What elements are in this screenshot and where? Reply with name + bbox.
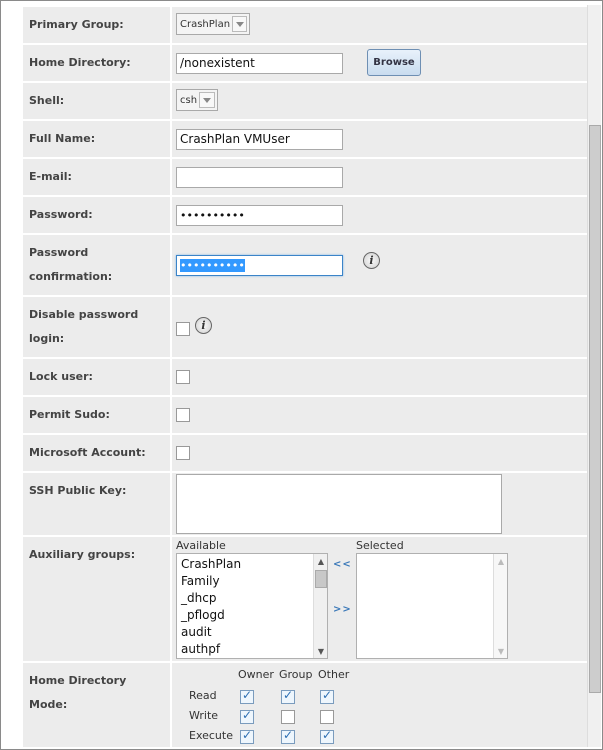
microsoft-account-checkbox[interactable] bbox=[176, 446, 190, 460]
mode-read-owner-checkbox[interactable] bbox=[240, 690, 254, 704]
shell-value: csh bbox=[180, 94, 198, 106]
home-directory-cell bbox=[172, 45, 587, 81]
list-item[interactable]: _pflogd bbox=[181, 608, 225, 622]
full-name-cell bbox=[172, 121, 587, 157]
mode-read-other-checkbox[interactable] bbox=[320, 690, 334, 704]
scroll-down-icon: ▼ bbox=[497, 646, 505, 656]
selected-groups-listbox[interactable] bbox=[356, 553, 508, 659]
info-icon[interactable]: i bbox=[195, 317, 212, 334]
disable-password-login-label-line1: Disable password bbox=[29, 308, 139, 321]
column-group: Group bbox=[279, 668, 313, 681]
primary-group-value: CrashPlan bbox=[180, 18, 231, 30]
email-label: E-mail: bbox=[23, 159, 170, 195]
password-confirmation-label-line2: confirmation: bbox=[29, 270, 113, 283]
primary-group-label: Primary Group: bbox=[23, 7, 170, 43]
row-execute-label: Execute bbox=[189, 729, 233, 742]
row-primary-group bbox=[23, 7, 587, 43]
password-confirmation-input[interactable] bbox=[176, 255, 343, 276]
row-email bbox=[23, 159, 587, 195]
row-shell bbox=[23, 83, 587, 119]
selected-groups-scrollbar bbox=[493, 554, 507, 658]
row-read-label: Read bbox=[189, 689, 217, 702]
list-item[interactable]: _dhcp bbox=[181, 591, 217, 605]
row-home-directory-mode bbox=[23, 663, 587, 747]
row-password bbox=[23, 197, 587, 233]
shell-cell bbox=[172, 83, 587, 119]
row-permit-sudo bbox=[23, 397, 587, 433]
row-home-directory bbox=[23, 45, 587, 81]
mode-execute-other-checkbox[interactable] bbox=[320, 730, 334, 744]
scroll-down-icon[interactable]: ▼ bbox=[317, 646, 325, 656]
full-name-input[interactable]: CrashPlan VMUser bbox=[176, 129, 343, 150]
scroll-thumb[interactable] bbox=[589, 125, 601, 693]
list-item[interactable]: audit bbox=[181, 625, 212, 639]
mode-write-other-checkbox[interactable] bbox=[320, 710, 334, 724]
disable-password-login-cell bbox=[172, 297, 587, 357]
row-microsoft-account bbox=[23, 435, 587, 471]
dialog-scrollbar[interactable] bbox=[587, 5, 601, 747]
list-item[interactable]: authpf bbox=[181, 642, 221, 656]
add-group-button[interactable]: >> bbox=[333, 604, 352, 615]
mode-write-owner-checkbox[interactable] bbox=[240, 710, 254, 724]
primary-group-cell bbox=[172, 7, 587, 43]
lock-user-checkbox[interactable] bbox=[176, 370, 190, 384]
auxiliary-groups-label: Auxiliary groups: bbox=[23, 537, 170, 661]
chevron-down-icon bbox=[199, 92, 215, 108]
password-label: Password: bbox=[23, 197, 170, 233]
form-scroll-area bbox=[5, 5, 587, 747]
scroll-up-icon[interactable]: ▲ bbox=[317, 556, 325, 566]
password-confirmation-label bbox=[23, 235, 170, 295]
password-input[interactable]: •••••••••• bbox=[176, 205, 343, 226]
remove-group-button[interactable]: << bbox=[333, 559, 352, 570]
email-cell bbox=[172, 159, 587, 195]
row-password-confirmation bbox=[23, 235, 587, 295]
available-groups-list bbox=[177, 554, 327, 658]
column-other: Other bbox=[318, 668, 350, 681]
row-auxiliary-groups bbox=[23, 537, 587, 661]
column-owner: Owner bbox=[238, 668, 274, 681]
row-lock-user bbox=[23, 359, 587, 395]
auxiliary-groups-cell bbox=[172, 537, 587, 661]
home-directory-input[interactable]: /nonexistent bbox=[176, 53, 343, 74]
browse-button[interactable]: Browse bbox=[367, 49, 421, 76]
mode-write-group-checkbox[interactable] bbox=[281, 710, 295, 724]
home-directory-mode-cell bbox=[172, 663, 587, 747]
scroll-up-icon: ▲ bbox=[497, 556, 505, 566]
available-groups-listbox[interactable] bbox=[176, 553, 328, 659]
email-input[interactable] bbox=[176, 167, 343, 188]
password-confirmation-value: •••••••••• bbox=[180, 259, 245, 272]
row-ssh-public-key bbox=[23, 473, 587, 535]
shell-label: Shell: bbox=[23, 83, 170, 119]
info-icon[interactable]: i bbox=[363, 252, 380, 269]
row-disable-password-login bbox=[23, 297, 587, 357]
ssh-public-key-label: SSH Public Key: bbox=[23, 473, 170, 535]
primary-group-select[interactable] bbox=[176, 13, 250, 35]
password-cell bbox=[172, 197, 587, 233]
ssh-public-key-cell bbox=[172, 473, 587, 535]
home-directory-mode-label bbox=[23, 663, 170, 747]
mode-read-group-checkbox[interactable] bbox=[281, 690, 295, 704]
ssh-public-key-textarea[interactable] bbox=[176, 474, 502, 534]
list-item[interactable]: Family bbox=[181, 574, 220, 588]
password-confirmation-label-line1: Password bbox=[29, 246, 89, 259]
full-name-label: Full Name: bbox=[23, 121, 170, 157]
lock-user-label: Lock user: bbox=[23, 359, 170, 395]
selected-label: Selected bbox=[356, 539, 404, 552]
permit-sudo-checkbox[interactable] bbox=[176, 408, 190, 422]
mode-execute-group-checkbox[interactable] bbox=[281, 730, 295, 744]
scroll-thumb[interactable] bbox=[315, 570, 327, 588]
lock-user-cell bbox=[172, 359, 587, 395]
disable-password-login-label bbox=[23, 297, 170, 357]
disable-password-login-checkbox[interactable] bbox=[176, 322, 190, 336]
microsoft-account-cell bbox=[172, 435, 587, 471]
row-write-label: Write bbox=[189, 709, 219, 722]
shell-select[interactable] bbox=[176, 89, 218, 111]
home-directory-mode-label-line1: Home Directory bbox=[29, 674, 127, 687]
list-item[interactable]: CrashPlan bbox=[181, 557, 242, 571]
available-label: Available bbox=[176, 539, 226, 552]
password-confirmation-cell bbox=[172, 235, 587, 295]
microsoft-account-label: Microsoft Account: bbox=[23, 435, 170, 471]
mode-execute-owner-checkbox[interactable] bbox=[240, 730, 254, 744]
row-full-name bbox=[23, 121, 587, 157]
home-directory-mode-label-line2: Mode: bbox=[29, 698, 68, 711]
available-groups-scrollbar[interactable] bbox=[313, 554, 327, 658]
disable-password-login-label-line2: login: bbox=[29, 332, 65, 345]
permit-sudo-cell bbox=[172, 397, 587, 433]
chevron-down-icon bbox=[232, 16, 247, 32]
home-directory-label: Home Directory: bbox=[23, 45, 170, 81]
permit-sudo-label: Permit Sudo: bbox=[23, 397, 170, 433]
